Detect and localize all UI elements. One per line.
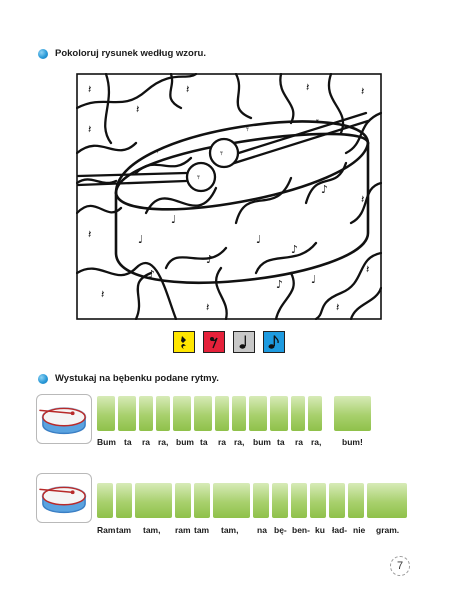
rhythm-box [291,396,305,431]
svg-text:♪: ♪ [291,243,299,256]
syllable: bum [176,437,194,447]
drum-card [36,473,92,523]
color-legend [173,331,285,353]
svg-text:𝄽: 𝄽 [186,83,190,96]
svg-text:♩: ♩ [138,233,144,246]
svg-text:♩: ♩ [171,213,177,226]
rhythm-box [135,483,172,518]
rhythm-box [194,396,212,431]
syllable: na [257,525,267,535]
syllable: tam [194,525,210,535]
syllable: ram [175,525,191,535]
rhythm-box [118,396,136,431]
rhythm-box [329,483,345,518]
rhythm-box [348,483,364,518]
rhythm-box [213,483,250,518]
syllable: Ram [97,525,116,535]
svg-text:♪: ♪ [276,278,284,291]
syllable: ra, [234,437,245,447]
rhythm-box [232,396,246,431]
coloring-instruction: Pokoloruj rysunek według wzoru. [55,48,206,59]
svg-text:𝄾: 𝄾 [220,147,223,160]
svg-text:𝄾: 𝄾 [197,171,200,184]
svg-text:♪: ♪ [148,268,156,281]
syllable: tam [116,525,132,535]
syllable: bę- [274,525,287,535]
syllable: nie [353,525,366,535]
syllable: ben- [292,525,310,535]
syllable: ta [277,437,285,447]
rhythm-box [367,483,407,518]
legend-blue [263,331,285,353]
rhythm-box [175,483,191,518]
syllable: tam, [143,525,161,535]
eighth-rest-icon [206,334,222,350]
legend-red [203,331,225,353]
svg-text:𝄽: 𝄽 [101,288,105,301]
svg-text:𝄽: 𝄽 [136,103,140,116]
svg-text:𝄽: 𝄽 [336,301,340,314]
drum-icon [37,395,91,443]
page-number: 7 [390,556,410,576]
rhythm-instruction: Wystukaj na bębenku podane rytmy. [55,373,219,384]
rhythm-box [97,396,115,431]
svg-text:♩: ♩ [311,273,317,286]
syllable: ra [295,437,304,447]
svg-text:𝄾: 𝄾 [246,123,249,136]
drum-icon [37,474,91,522]
rhythm-box [215,396,229,431]
svg-text:𝄽: 𝄽 [306,81,310,94]
svg-text:𝄾: 𝄾 [316,115,319,128]
syllable: tam, [221,525,239,535]
rhythm-box [194,483,210,518]
svg-text:♪: ♪ [321,183,329,196]
legend-gray [233,331,255,353]
syllable: ład- [332,525,348,535]
syllable: Bum [97,437,116,447]
svg-text:𝄽: 𝄽 [366,263,370,276]
coloring-picture [76,73,382,320]
quarter-rest-icon [176,334,192,350]
rhythm-box [310,483,326,518]
syllable: bum! [342,437,363,447]
syllable: ra [218,437,227,447]
syllable: bum [253,437,271,447]
svg-text:𝄽: 𝄽 [361,85,365,98]
syllable: ra, [311,437,322,447]
svg-text:𝄽: 𝄽 [361,193,365,206]
quarter-note-icon [236,334,252,350]
svg-text:♪: ♪ [206,253,214,266]
rhythm-box [270,396,288,431]
svg-text:𝄽: 𝄽 [88,123,92,136]
legend-yellow [173,331,195,353]
rhythm-box [272,483,288,518]
svg-text:𝄾: 𝄾 [156,145,159,158]
syllable: ra, [158,437,169,447]
svg-text:𝄽: 𝄽 [88,83,92,96]
section-bullet [38,374,48,384]
section-bullet [38,49,48,59]
rhythm-box [156,396,170,431]
rhythm-box [116,483,132,518]
drum-card [36,394,92,444]
syllable: ta [200,437,208,447]
syllable: ta [124,437,132,447]
syllable: ku [315,525,325,535]
rhythm-box [139,396,153,431]
rhythm-box [291,483,307,518]
rhythm-box [334,396,371,431]
syllable: gram. [376,525,400,535]
rhythm-box [249,396,267,431]
rhythm-box [253,483,269,518]
svg-text:𝄽: 𝄽 [206,301,210,314]
svg-text:♩: ♩ [256,233,262,246]
rhythm-box [97,483,113,518]
rhythm-box [173,396,191,431]
syllable: ra [142,437,151,447]
rhythm-box [308,396,322,431]
svg-text:𝄽: 𝄽 [88,228,92,241]
eighth-note-icon [266,334,282,350]
